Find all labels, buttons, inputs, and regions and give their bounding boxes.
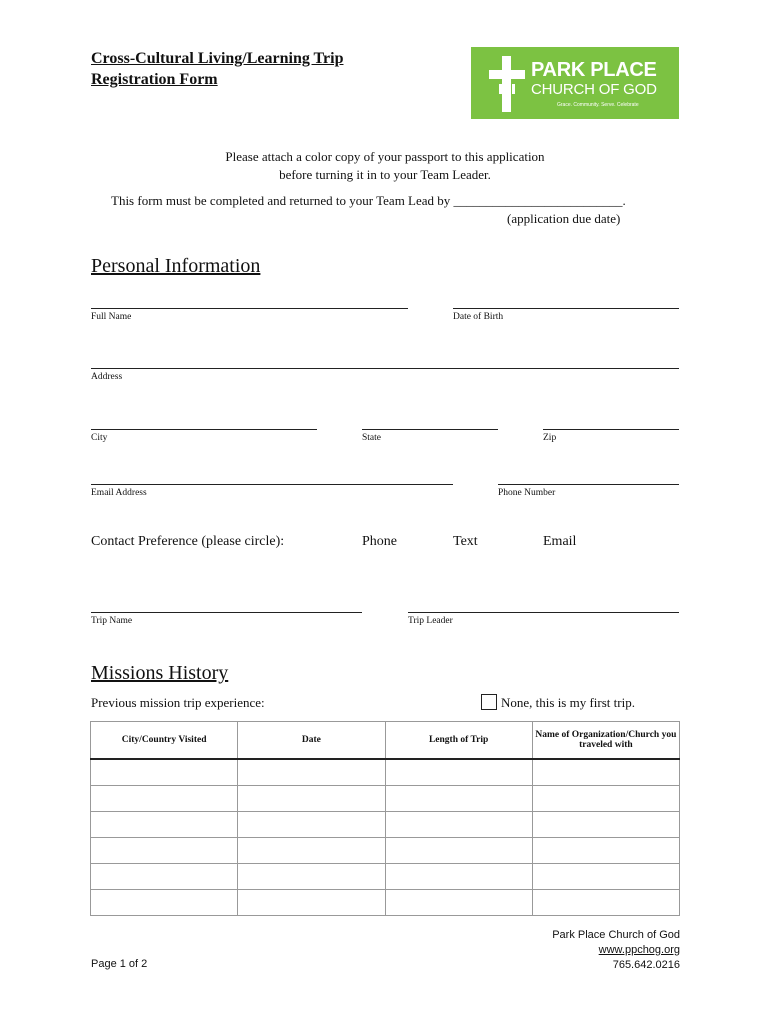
instruction-line3-text: This form must be completed and returned to your Team Lead by	[111, 193, 454, 208]
trip-name-field[interactable]	[91, 612, 362, 613]
contact-option-text[interactable]: Text	[453, 534, 478, 549]
trip-leader-label: Trip Leader	[408, 616, 453, 626]
table-cell[interactable]	[238, 838, 385, 864]
table-cell[interactable]	[91, 786, 238, 812]
table-cell[interactable]	[238, 864, 385, 890]
table-cell[interactable]	[532, 838, 679, 864]
logo-line2: CHURCH OF GOD	[531, 81, 657, 98]
city-field[interactable]	[91, 429, 317, 430]
table-row	[91, 812, 680, 838]
table-row	[91, 759, 680, 786]
logo-tagline: Grace. Community. Serve. Celebrate	[557, 102, 639, 108]
previous-experience-label: Previous mission trip experience:	[91, 695, 265, 710]
table-cell[interactable]	[91, 812, 238, 838]
column-header: City/Country Visited	[91, 722, 238, 760]
table-cell[interactable]	[385, 786, 532, 812]
church-logo	[471, 47, 679, 119]
first-trip-label: None, this is my first trip.	[501, 695, 635, 710]
table-cell[interactable]	[385, 864, 532, 890]
form-title-line2: Registration Form	[91, 71, 218, 88]
table-row	[91, 838, 680, 864]
due-date-blank[interactable]: __________________________.	[453, 193, 626, 208]
table-cell[interactable]	[238, 890, 385, 916]
email-field[interactable]	[91, 484, 453, 485]
table-cell[interactable]	[238, 812, 385, 838]
table-cell[interactable]	[385, 838, 532, 864]
column-header: Date	[238, 722, 385, 760]
table-cell[interactable]	[532, 890, 679, 916]
full-name-field[interactable]	[91, 308, 408, 309]
footer-contact	[552, 928, 680, 973]
column-header: Name of Organization/Church you traveled with	[532, 722, 679, 760]
state-field[interactable]	[362, 429, 498, 430]
instruction-line3	[111, 193, 626, 209]
contact-option-email[interactable]: Email	[543, 534, 577, 549]
instruction-line2: before turning it in to your Team Leader.	[279, 167, 491, 182]
dob-label: Date of Birth	[453, 312, 504, 322]
table-row	[91, 786, 680, 812]
table-cell[interactable]	[91, 838, 238, 864]
contact-option-phone[interactable]: Phone	[362, 534, 397, 549]
table-cell[interactable]	[91, 890, 238, 916]
footer-org: Park Place Church of God	[552, 929, 680, 941]
trip-name-label: Trip Name	[91, 616, 133, 626]
table-cell[interactable]	[385, 759, 532, 786]
table-cell[interactable]	[238, 786, 385, 812]
table-row	[91, 864, 680, 890]
footer-phone: 765.642.0216	[612, 959, 680, 971]
table-cell[interactable]	[532, 759, 679, 786]
personal-heading: Personal Information	[91, 255, 261, 277]
table-row	[91, 890, 680, 916]
instruction-line1: Please attach a color copy of your passport to this application	[225, 149, 545, 164]
phone-label: Phone Number	[498, 488, 556, 498]
first-trip-checkbox[interactable]	[481, 694, 497, 710]
address-field[interactable]	[91, 368, 679, 369]
table-cell[interactable]	[91, 864, 238, 890]
column-header: Length of Trip	[385, 722, 532, 760]
table-cell[interactable]	[91, 759, 238, 786]
table-cell[interactable]	[532, 786, 679, 812]
footer-url-link[interactable]: www.ppchog.org	[598, 944, 680, 956]
full-name-label: Full Name	[91, 312, 132, 322]
contact-preference-label: Contact Preference (please circle):	[91, 534, 285, 549]
due-date-note: (application due date)	[507, 211, 621, 226]
phone-field[interactable]	[498, 484, 679, 485]
trip-leader-field[interactable]	[408, 612, 679, 613]
dob-field[interactable]	[453, 308, 679, 309]
form-title	[91, 48, 343, 90]
table-cell[interactable]	[385, 812, 532, 838]
table-cell[interactable]	[385, 890, 532, 916]
missions-history-table	[90, 721, 680, 916]
state-label: State	[362, 433, 381, 443]
page-number: Page 1 of 2	[91, 958, 148, 970]
missions-heading: Missions History	[91, 662, 229, 684]
table-header-row	[91, 722, 680, 760]
zip-field[interactable]	[543, 429, 679, 430]
table-cell[interactable]	[238, 759, 385, 786]
city-label: City	[91, 433, 108, 443]
cross-icon	[489, 56, 525, 112]
logo-line1: PARK PLACE	[531, 59, 657, 81]
email-label: Email Address	[91, 488, 147, 498]
table-cell[interactable]	[532, 812, 679, 838]
zip-label: Zip	[543, 433, 557, 443]
form-title-line1: Cross-Cultural Living/Learning Trip	[91, 50, 344, 67]
address-label: Address	[91, 372, 123, 382]
table-cell[interactable]	[532, 864, 679, 890]
